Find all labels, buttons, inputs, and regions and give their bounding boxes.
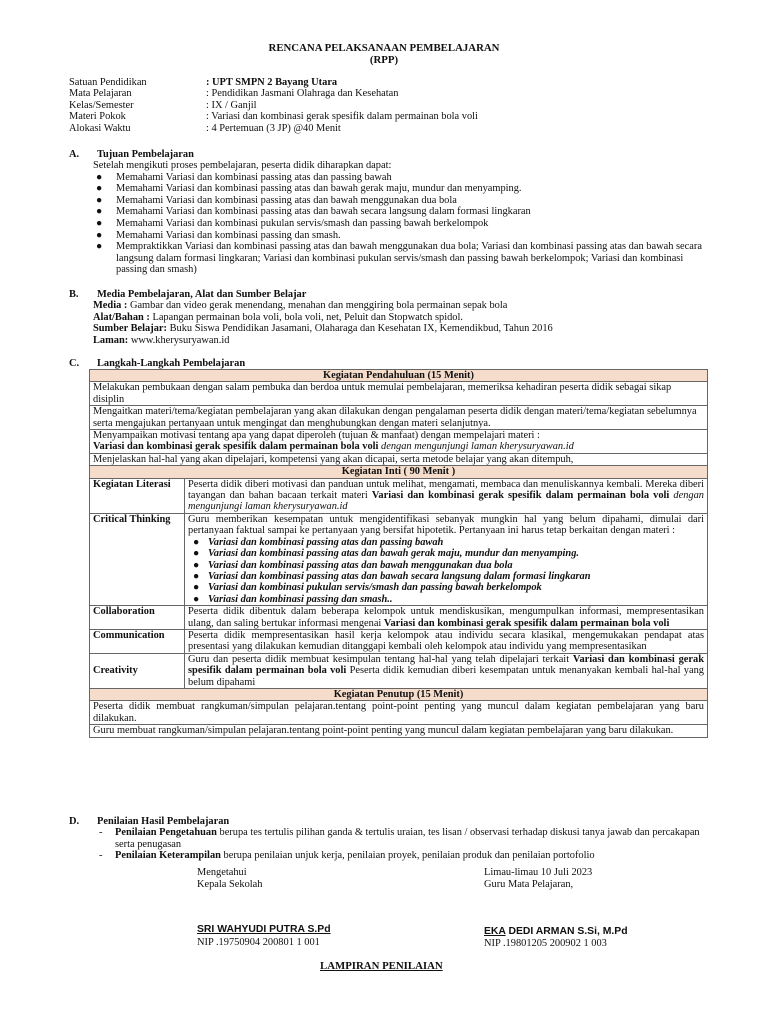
creat-cell — [185, 653, 708, 688]
info-label: Materi Pokok — [69, 111, 126, 123]
section-b-heading — [69, 289, 306, 301]
alat-label: Alat/Bahan : — [93, 311, 150, 323]
info-label: Alokasi Waktu — [69, 122, 131, 134]
bullet-icon: ● — [193, 570, 200, 582]
list-item — [188, 537, 704, 548]
section-letter: A. — [69, 149, 80, 160]
info-row — [69, 111, 478, 122]
bullet-icon: ● — [96, 229, 103, 241]
section-a-heading — [69, 149, 194, 161]
section-letter: B. — [69, 289, 79, 300]
literasi-label: Kegiatan Literasi — [90, 478, 185, 513]
section-a-body — [93, 160, 713, 276]
section-title: Tujuan Pembelajaran — [97, 149, 194, 160]
literasi-text: Peserta didik diberi motivasi dan panduan untuk melihat, mengamati, membaca dan menuliskannya kembali. Mereka diberi tayangan dan bahan bacaan terkait materi — [188, 478, 704, 502]
list-item — [93, 195, 713, 207]
section-letter: C. — [69, 358, 80, 369]
laman-line — [93, 335, 713, 347]
penutup-header: Kegiatan Penutup (15 Menit) — [90, 688, 708, 700]
section-b-body — [93, 300, 713, 346]
list-item-text: Memahami Variasi dan kombinasi passing atas dan bawah gerak maju, mundur dan menyamping. — [116, 183, 522, 195]
motivasi-bold: Variasi dan kombinasi gerak spesifik dalam permainan bola voli — [93, 441, 379, 453]
info-value: : Pendidikan Jasmani Olahraga dan Kesehatan — [206, 88, 399, 100]
table-cell: Melakukan pembukaan dengan salam pembuka dan berdoa untuk memulai pembelajaran, memeriksa kehadiran peserta didik sebagai sikap disiplin — [90, 382, 708, 406]
dash-icon: - — [99, 827, 103, 838]
info-value: : 4 Pertemuan (3 JP) @40 Menit — [206, 122, 341, 134]
motivasi-italic: dengan mengunjungi laman kherysuryawan.id — [378, 441, 574, 453]
langkah-table — [89, 369, 708, 738]
collab-label: Collaboration — [90, 606, 185, 630]
bullet-icon: ● — [193, 593, 200, 605]
critical-text: Guru memberikan kesempatan untuk mengidentifikasi sebanyak mungkin hal yang belum dipahami, dimulai dari pertanyaan faktual sampai ke pertanyaan yang bersifat hipotetik. Pertanyaan ini harus tetap berkaitan dengan materi : — [188, 513, 704, 537]
signature-left-line2: Kepala Sekolah — [197, 878, 263, 890]
critical-label: Critical Thinking — [90, 513, 185, 605]
creat-bold: Variasi dan kombinasi gerak spesifik dalam permainan bola voli — [188, 653, 704, 677]
principal-name: SRI WAHYUDI PUTRA S.Pd — [197, 924, 331, 935]
creat-text: Guru dan peserta didik membuat kesimpulan tentang hal-hal yang telah dipelajari terkait — [188, 653, 573, 665]
info-row — [69, 77, 478, 88]
signature-right — [484, 867, 592, 890]
list-item-text: Memahami Variasi dan kombinasi passing atas dan passing bawah — [116, 171, 392, 183]
list-item — [96, 850, 716, 862]
list-item — [93, 218, 713, 230]
table-row — [90, 513, 708, 605]
section-title: Langkah-Langkah Pembelajaran — [97, 358, 246, 369]
motivasi-text: Menyampaikan motivasi tentang apa yang dapat diperoleh (tujuan & manfaat) dengan mempelajari materi : — [93, 430, 540, 442]
signature-left-line1: Mengetahui — [197, 867, 247, 878]
list-item — [188, 582, 704, 593]
sumber-label: Sumber Belajar: — [93, 323, 167, 335]
identity-info — [69, 77, 478, 134]
table-row — [90, 382, 708, 406]
bullet-icon: ● — [96, 241, 103, 253]
info-label: Kelas/Semester — [69, 99, 134, 111]
table-cell: Mengaitkan materi/tema/kegiatan pembelajaran yang akan dilakukan dengan pengalaman peserta didik dengan materi/tema/kegiatan sebelumnya serta mengajukan pertanyaan untuk mengingat dan menghubungkan dengan materi selanjutnya. — [90, 406, 708, 430]
section-a-intro: Setelah mengikuti proses pembelajaran, peserta didik diharapkan dapat: — [93, 160, 392, 171]
bullet-icon: ● — [96, 183, 103, 195]
list-item-text: Variasi dan kombinasi passing atas dan bawah menggunakan dua bola — [208, 559, 513, 571]
laman-link[interactable]: www.kherysuryawan.id — [128, 334, 230, 346]
media-line — [93, 300, 713, 312]
alat-text: Lapangan permainan bola voli, bola voli, net, Peluit dan Stopwatch spidol. — [149, 311, 463, 323]
signature-right-line1: Limau-limau 10 Juli 2023 — [484, 867, 593, 878]
media-label: Media : — [93, 300, 128, 311]
info-value: : IX / Ganjil — [206, 99, 257, 111]
literasi-cell — [185, 478, 708, 513]
info-label: Satuan Pendidikan — [69, 77, 147, 88]
comm-label: Communication — [90, 629, 185, 653]
list-item-text: Variasi dan kombinasi pukulan servis/smash dan passing bawah berkelompok — [208, 582, 542, 594]
teacher-name-rest: DEDI ARMAN S.Si, M.Pd — [505, 926, 628, 937]
list-item-text: Memahami Variasi dan kombinasi passing dan smash. — [116, 229, 341, 241]
list-item-text: Variasi dan kombinasi passing dan smash.. — [208, 593, 393, 605]
list-item-text: Memahami Variasi dan kombinasi passing atas dan bawah secara langsung dalam formasi lingkaran — [116, 206, 531, 218]
document-subtitle: (RPP) — [369, 54, 399, 66]
table-cell: Peserta didik membuat rangkuman/simpulan pelajaran.tentang point-point penting yang muncul dalam kegiatan pembelajaran yang baru dilakukan. — [90, 701, 708, 725]
bullet-icon: ● — [96, 171, 103, 183]
list-item — [188, 571, 704, 582]
section-title: Penilaian Hasil Pembelajaran — [97, 816, 230, 827]
collab-cell — [185, 606, 708, 630]
section-d-body — [96, 827, 716, 862]
list-item-text — [115, 850, 595, 862]
list-item — [93, 230, 713, 242]
table-row — [90, 430, 708, 454]
list-item-text: Memahami Variasi dan kombinasi passing atas dan bawah menggunakan dua bola — [116, 194, 457, 206]
comm-cell: Peserta didik mempresentasikan hasil kerja kelompok atau individu secara klasikal, mengemukakan pendapat atas presentasi yang dilakukan kemudian ditanggapi kembali oleh kelompok atau individu yang mempresentasikan — [185, 629, 708, 653]
list-item — [93, 183, 713, 195]
table-row — [90, 466, 708, 478]
dash-icon: - — [99, 850, 103, 862]
literasi-bold: Variasi dan kombinasi gerak spesifik dalam permainan bola voli — [371, 490, 670, 502]
list-item-text: Variasi dan kombinasi passing atas dan bawah secara langsung dalam formasi lingkaran — [208, 570, 591, 582]
info-value: : Variasi dan kombinasi gerak spesifik dalam permainan bola voli — [206, 111, 478, 123]
table-row — [90, 653, 708, 688]
document-title: RENCANA PELAKSANAAN PEMBELAJARAN — [268, 42, 500, 54]
list-item — [93, 172, 713, 184]
creat-label: Creativity — [90, 653, 185, 688]
pendahuluan-header: Kegiatan Pendahuluan (15 Menit) — [90, 370, 708, 382]
table-cell: Menjelaskan hal-hal yang akan dipelajari, kompetensi yang akan dicapai, serta metode belajar yang akan ditempuh, — [90, 453, 708, 465]
table-row — [90, 370, 708, 382]
table-row — [90, 453, 708, 465]
laman-label: Laman: — [93, 334, 129, 346]
bullet-icon: ● — [96, 217, 103, 229]
penilaian-text: berupa tes tertulis pilihan ganda & tertulis uraian, tes lisan / observasi terhadap diskusi tanya jawab dan percakapan serta penugasan — [115, 827, 700, 850]
list-item-text: Variasi dan kombinasi passing atas dan passing bawah — [208, 536, 444, 548]
media-text: Gambar dan video gerak menendang, menahan dan menggiring bola permainan sepak bola — [127, 300, 508, 311]
list-item — [188, 594, 704, 605]
bullet-icon: ● — [96, 206, 103, 218]
table-row — [90, 406, 708, 430]
list-item-text: Memahami Variasi dan kombinasi pukulan servis/smash dan passing bawah berkelompok — [116, 217, 489, 229]
table-cell — [90, 430, 708, 454]
creat-text-2: Peserta didik kemudian diberi kesempatan untuk menanyakan kembali hal-hal yang belum dipahami — [188, 665, 704, 688]
list-item — [93, 206, 713, 218]
sumber-line — [93, 323, 713, 335]
info-label: Mata Pelajaran — [69, 88, 132, 100]
literasi-italic: dengan mengunjungi laman kherysuryawan.id — [188, 490, 705, 513]
table-row — [90, 606, 708, 630]
table-row — [90, 688, 708, 700]
collab-bold: Variasi dan kombinasi gerak spesifik dalam permainan bola voli — [383, 617, 670, 629]
list-item-text: Mempraktikkan Variasi dan kombinasi passing atas dan bawah menggunakan dua bola; Variasi dan kombinasi passing atas dan bawah secara langsung dalam formasi lingkaran; Variasi dan kombinasi pukulan servis/smash dan passing bawah berkelompok; Variasi dan kombinasi passing dan smash) — [116, 241, 702, 276]
list-item — [96, 827, 716, 850]
penilaian-text: berupa penilaian unjuk kerja, penilaian proyek, penilaian produk dan penilaian portofolio — [220, 850, 595, 862]
bullet-icon: ● — [193, 559, 200, 571]
bullet-icon: ● — [193, 536, 200, 548]
table-row — [90, 725, 708, 737]
section-d-heading — [69, 816, 229, 828]
teacher-nip: NIP .19801205 200902 1 003 — [484, 938, 607, 949]
info-value: : UPT SMPN 2 Bayang Utara — [206, 77, 338, 88]
principal-nip: NIP .19750904 200801 1 001 — [197, 937, 320, 948]
table-row — [90, 478, 708, 513]
bullet-icon: ● — [193, 548, 200, 560]
bullet-icon: ● — [96, 194, 103, 206]
table-row — [90, 629, 708, 653]
table-row — [90, 701, 708, 725]
penilaian-label: Penilaian Keterampilan — [115, 850, 221, 862]
lampiran-heading: LAMPIRAN PENILAIAN — [320, 960, 443, 972]
list-item — [93, 241, 713, 276]
signature-right-line2: Guru Mata Pelajaran, — [484, 878, 574, 890]
teacher-name-underlined: EKA — [484, 926, 506, 937]
bullet-icon: ● — [193, 582, 200, 594]
info-row — [69, 88, 478, 99]
teacher-name — [484, 926, 628, 938]
list-item — [188, 548, 704, 559]
critical-cell — [185, 513, 708, 605]
inti-header: Kegiatan Inti ( 90 Menit ) — [90, 466, 708, 478]
sumber-text: Buku Siswa Pendidikan Jasamani, Olaharaga dan Kesehatan IX, Kemendikbud, Tahun 2016 — [166, 323, 553, 335]
list-item-text — [115, 827, 716, 850]
table-cell: Guru membuat rangkuman/simpulan pelajaran.tentang point-point penting yang muncul dalam kegiatan pembelajaran yang baru dilakukan. — [90, 725, 708, 737]
alat-line — [93, 312, 713, 324]
collab-text: Peserta didik dibentuk dalam beberapa kelompok untuk mendiskusikan, mengumpulkan informasi, mempresentasikan ulang, dan saling bertukar informasi mengenai — [188, 606, 704, 629]
penilaian-label: Penilaian Pengetahuan — [115, 827, 217, 838]
signature-left — [197, 867, 263, 890]
section-title: Media Pembelajaran, Alat dan Sumber Belajar — [97, 289, 307, 300]
list-item — [188, 560, 704, 571]
section-letter: D. — [69, 816, 80, 827]
info-row — [69, 100, 478, 111]
section-c-heading — [69, 358, 245, 370]
list-item-text: Variasi dan kombinasi passing atas dan bawah gerak maju, mundur dan menyamping. — [208, 548, 579, 560]
info-row — [69, 123, 478, 134]
